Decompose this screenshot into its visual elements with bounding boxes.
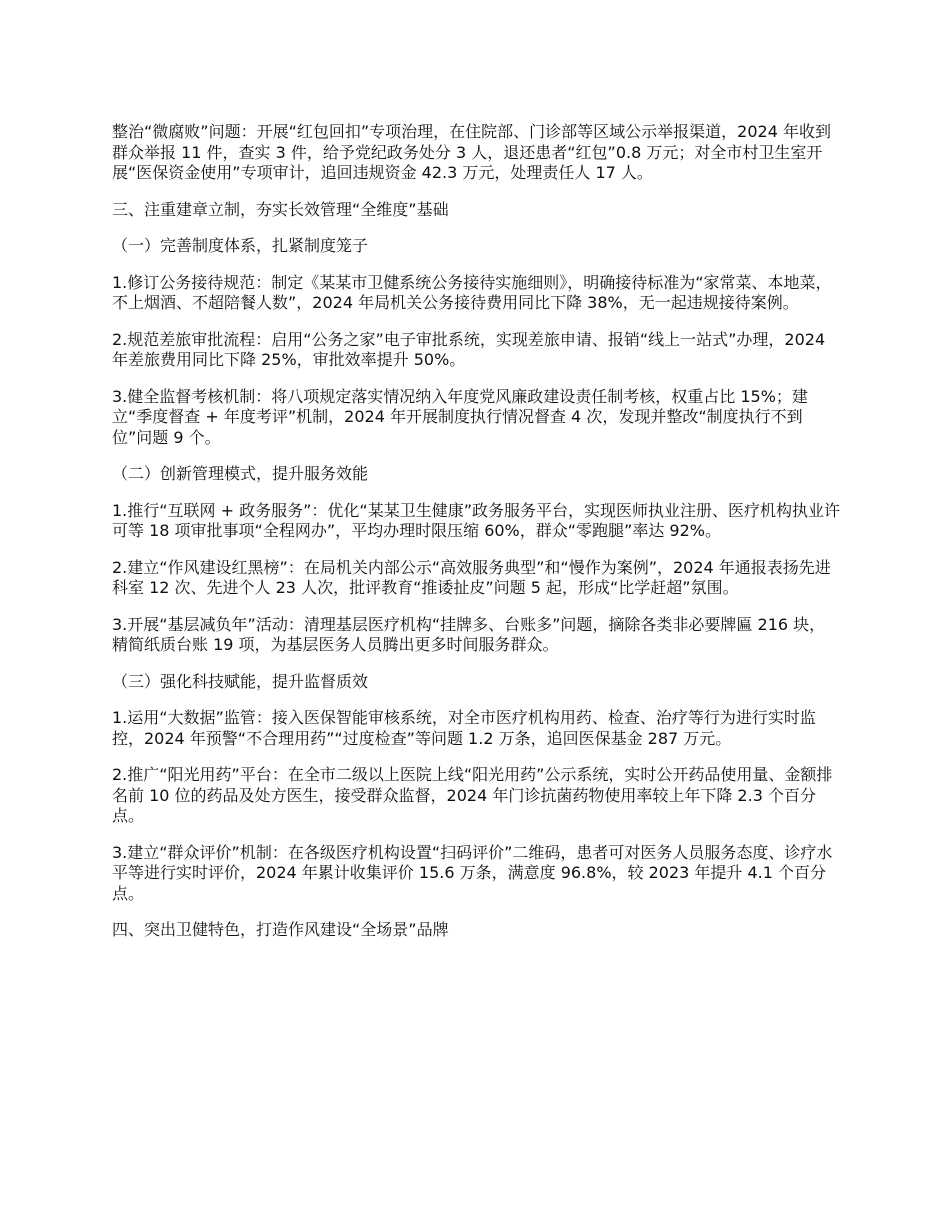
paragraph-red-black-list: 2.建立“作风建设红黑榜”：在局机关内部公示“高效服务典型”和“慢作为案例”，2024 年通报表扬先进科室 12 次、先进个人 23 人次，批评教育“推诿扯皮”问题 5 起，形成“比学赶超”氛围。: [112, 557, 831, 597]
paragraph-reception-rules: 1.修订公务接待规范：制定《某某市卫健系统公务接待实施细则》，明确接待标准为“家常菜、本地菜，不上烟酒、不超陪餐人数”，2024 年局机关公务接待费用同比下降 38%，无一起违规接待案例。: [112, 272, 832, 312]
paragraph-burden-reduction: 3.开展“基层减负年”活动：清理基层医疗机构“挂牌多、台账多”问题，摘除各类非必要牌匾 216 块，精简纸质台账 19 项，为基层医务人员腾出更多时间服务群众。: [112, 614, 826, 654]
section-heading-3: 三、注重建章立制，夯实长效管理“全维度”基础: [112, 199, 449, 219]
subsection-heading-3-3: （三）强化科技赋能，提升监督质效: [112, 671, 369, 691]
paragraph-supervision-assessment: 3.健全监督考核机制：将八项规定落实情况纳入年度党风廉政建设责任制考核，权重占比 15%；建立“季度督查 + 年度考评”机制，2024 年开展制度执行情况督查 4 次，发现并整改“制度执行不到位”问题 9 个。: [112, 386, 808, 447]
paragraph-sunshine-medication: 2.推广“阳光用药”平台：在全市二级以上医院上线“阳光用药”公示系统，实时公开药品使用量、金额排名前 10 位的药品及处方医生，接受群众监督，2024 年门诊抗菌药物使用率较上年下降 2.3 个百分点。: [112, 765, 833, 825]
paragraph-big-data: 1.运用“大数据”监管：接入医保智能审核系统，对全市医疗机构用药、检查、治疗等行为进行实时监控，2024 年预警“不合理用药”“过度检查”等问题 1.2 万条，追回医保基金 287 万元。: [112, 708, 816, 748]
paragraph-micro-corruption: 整治“微腐败”问题：开展“红包回扣”专项治理，在住院部、门诊部等区域公示举报渠道，2024 年收到群众举报 11 件，查实 3 件，给予党纪政务处分 3 人，退还患者“红包”0.8 万元；对全市村卫生室开展“医保资金使用”专项审计，追回违规资金 42.3 万元，处理责任人 17 人。: [112, 122, 831, 182]
paragraph-travel-approval: 2.规范差旅审批流程：启用“公务之家”电子审批系统，实现差旅申请、报销“线上一站式”办理，2024 年差旅费用同比下降 25%，审批效率提升 50%。: [112, 329, 826, 369]
subsection-heading-3-1: （一）完善制度体系，扎紧制度笼子: [112, 236, 369, 255]
document-page: [112, 122, 840, 957]
paragraph-internet-services: 1.推行“互联网 + 政务服务”：优化“某某卫生健康”政务服务平台，实现医师执业注册、医疗机构执业许可等 18 项审批事项“全程网办”，平均办理时限压缩 60%，群众“零跑腿”率达 92%。: [112, 500, 841, 540]
subsection-heading-3-2: （二）创新管理模式，提升服务效能: [112, 464, 369, 483]
section-heading-4: 四、突出卫健特色，打造作风建设“全场景”品牌: [112, 920, 449, 939]
paragraph-public-evaluation: 3.建立“群众评价”机制：在各级医疗机构设置“扫码评价”二维码，患者可对医务人员服务态度、诊疗水平等进行实时评价，2024 年累计收集评价 15.6 万条，满意度 96.8%，较 2023 年提升 4.1 个百分点。: [112, 842, 833, 903]
